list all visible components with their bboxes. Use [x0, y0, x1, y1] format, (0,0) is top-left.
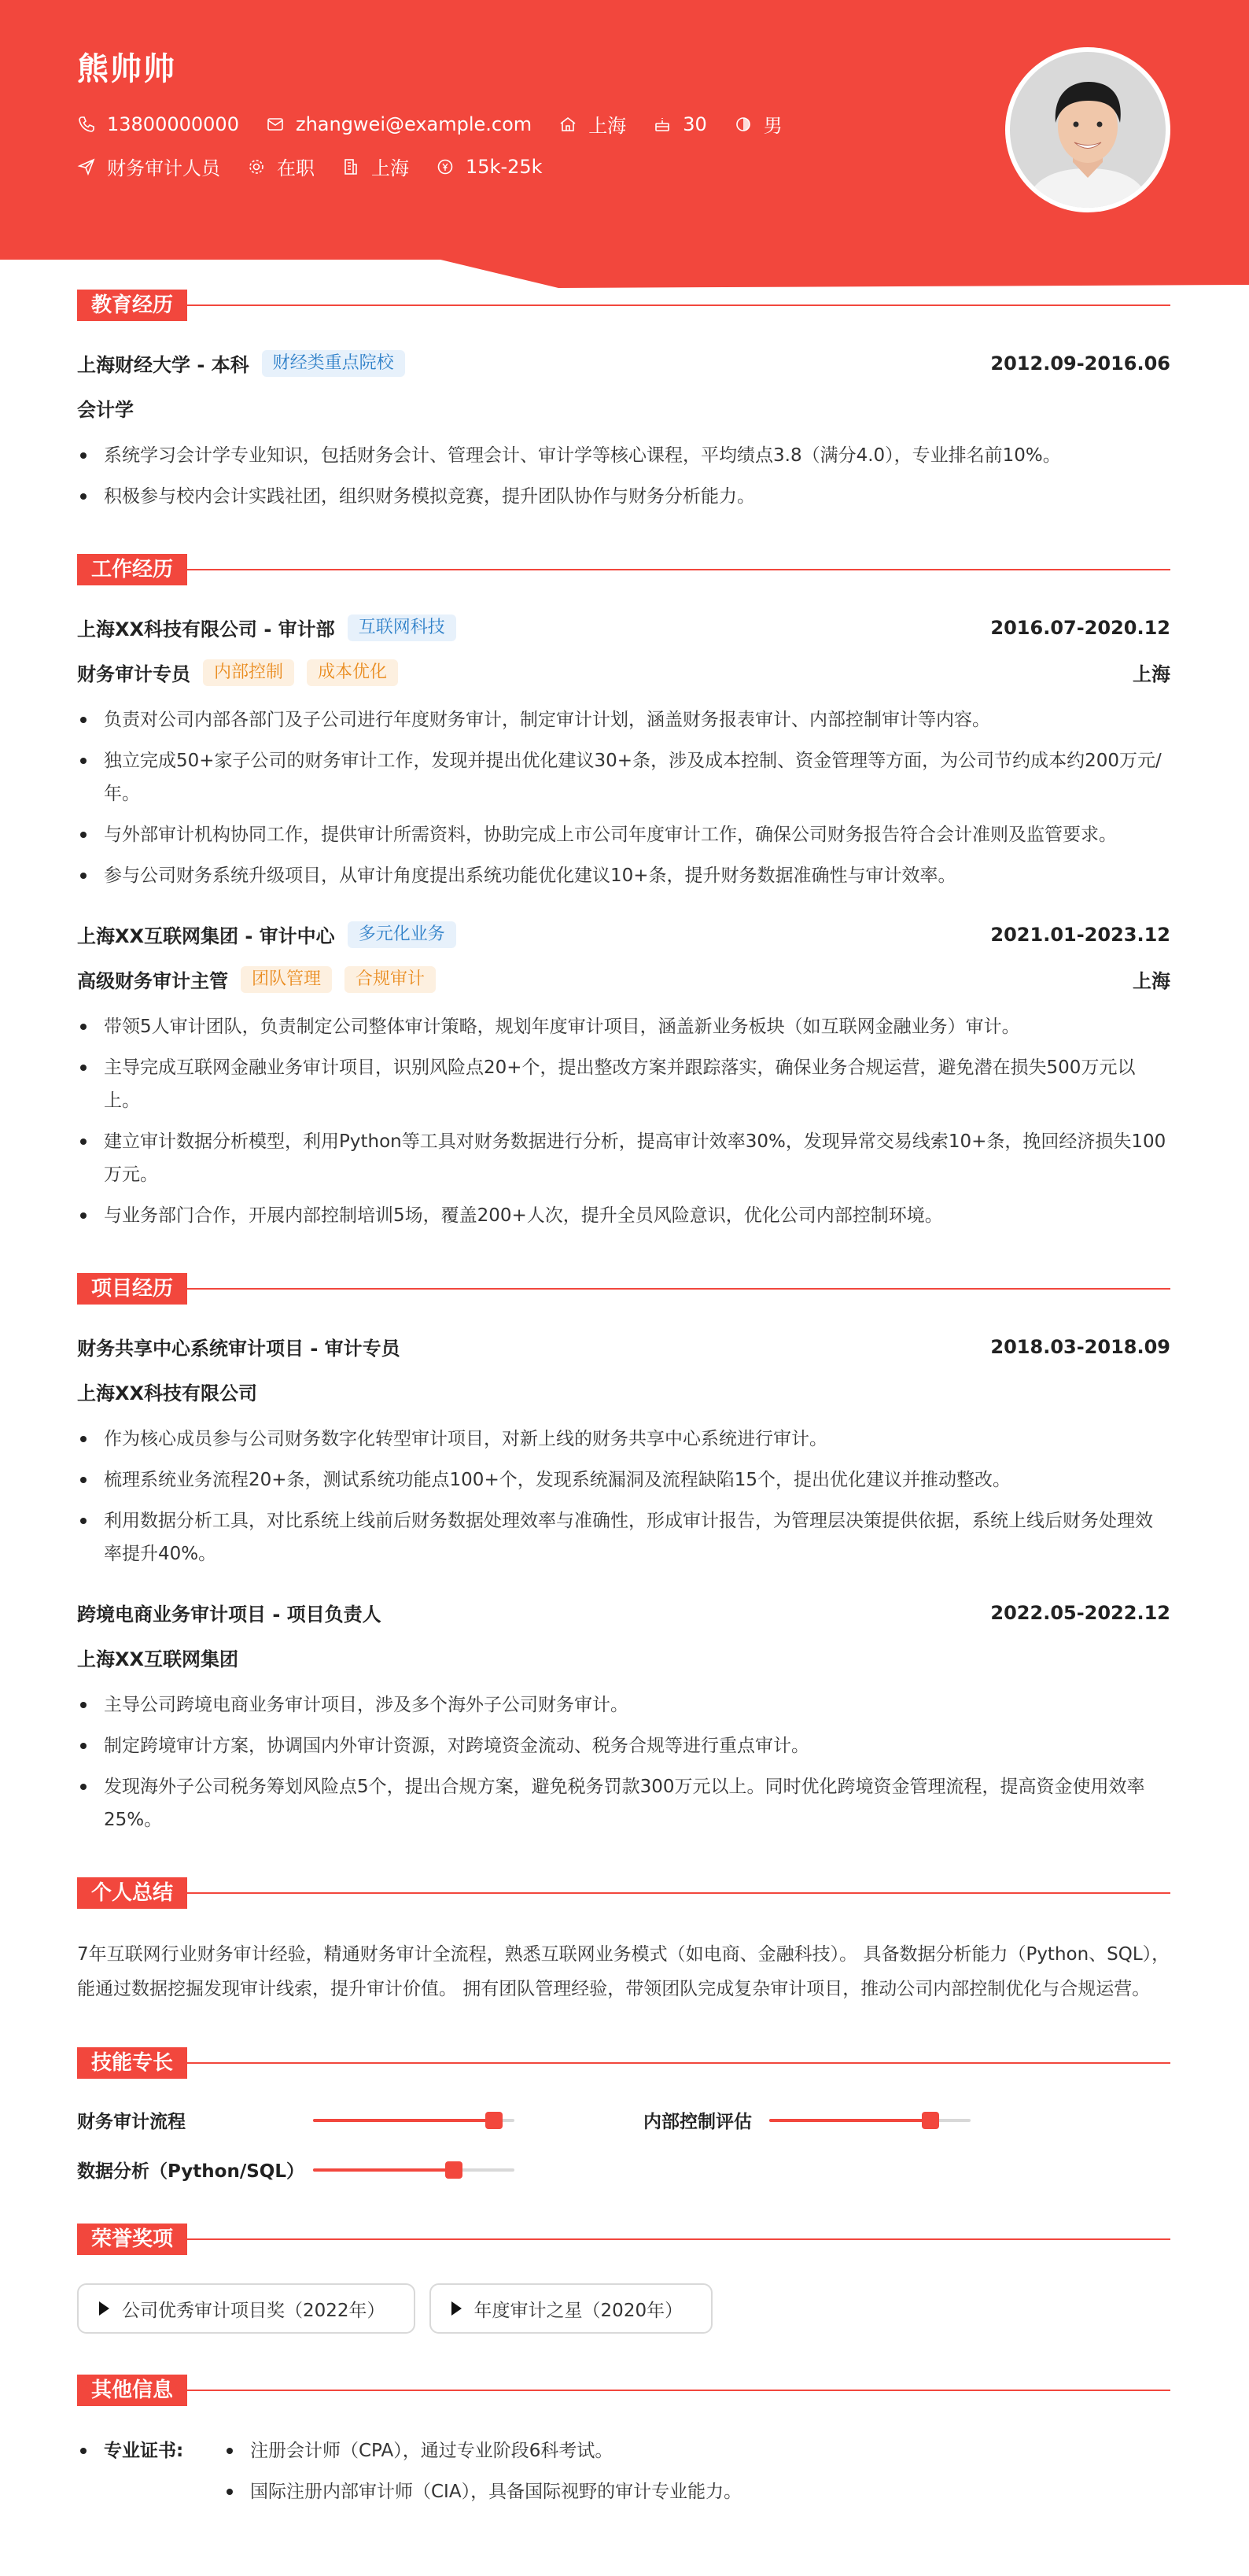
- send-icon: [77, 157, 96, 176]
- list-item: 梳理系统业务流程20+条，测试系统功能点100+个，发现系统漏洞及流程缺陷15个，提出优化建议并推动整改。: [77, 1463, 1170, 1497]
- job-title-text: 财务审计人员: [107, 157, 220, 179]
- awards-list: [77, 2283, 1170, 2334]
- other-title: 其他信息: [77, 2375, 187, 2406]
- list-item: 独立完成50+家子公司的财务审计工作，发现并提出优化建议30+条，涉及成本控制、资金管理等方面，为公司节约成本约200万元/年。: [77, 744, 1170, 810]
- skill-bar: [769, 2119, 971, 2122]
- projects-heading: [77, 1273, 1170, 1305]
- work-section: [77, 554, 1170, 1232]
- salary-info: [436, 156, 543, 178]
- job-city: 上海: [1133, 970, 1170, 992]
- home-icon: [558, 115, 577, 134]
- education-heading: [77, 290, 1170, 321]
- list-item: 积极参与校内会计实践社团，组织财务模拟竞赛，提升团队协作与财务分析能力。: [77, 480, 1170, 513]
- list-item: 主导公司跨境电商业务审计项目，涉及多个海外子公司财务审计。: [77, 1688, 1170, 1722]
- resume-content: [77, 290, 1170, 2557]
- list-item: 主导完成互联网金融业务审计项目，识别风险点20+个，提出整改方案并跟踪落实，确保业务合规运营，避免潜在损失500万元以上。: [77, 1051, 1170, 1117]
- education-bullets: [77, 439, 1170, 513]
- job-period: 2016.07-2020.12: [990, 616, 1170, 639]
- project-period: 2018.03-2018.09: [990, 1335, 1170, 1358]
- list-item: 注册会计师（CPA），通过专业阶段6科考试。: [223, 2434, 742, 2467]
- project-entry: [77, 1333, 1170, 1570]
- company-tag: 多元化业务: [348, 921, 456, 948]
- award-text: 年度审计之星（2020年）: [473, 2300, 683, 2321]
- age-info: [653, 113, 707, 135]
- list-item: 系统学习会计学专业知识，包括财务会计、管理会计、审计学等核心课程，平均绩点3.8（满分4.0），专业排名前10%。: [77, 439, 1170, 472]
- role-tag: 团队管理: [241, 966, 332, 993]
- phone-info: [77, 113, 239, 135]
- skill-item: [643, 2107, 1170, 2133]
- gender-text: 男: [763, 115, 783, 137]
- list-item: 与外部审计机构协同工作，提供审计所需资料，协助完成上市公司年度审计工作，确保公司财务报告符合会计准则及监管要求。: [77, 818, 1170, 851]
- play-icon: [451, 2301, 462, 2316]
- target-city-text: 上海: [371, 157, 409, 179]
- job-entry: [77, 614, 1170, 892]
- phone-text: 13800000000: [107, 113, 239, 135]
- contact-row: [77, 110, 809, 138]
- gender-icon: [734, 115, 753, 134]
- gender-info: [734, 110, 783, 138]
- summary-section: [77, 1877, 1170, 2006]
- skill-fill: [313, 2119, 494, 2122]
- project-name: 财务共享中心系统审计项目 - 审计专员: [77, 1338, 400, 1360]
- job-city: 上海: [1133, 663, 1170, 685]
- skill-label: 内部控制评估: [643, 2112, 752, 2132]
- skills-grid: [77, 2107, 1170, 2183]
- list-item: 建立审计数据分析模型，利用Python等工具对财务数据进行分析，提高审计效率30%，发现异常交易线索10+条，挽回经济损失100万元。: [77, 1125, 1170, 1191]
- awards-title: 荣誉奖项: [77, 2224, 187, 2255]
- list-item: 发现海外子公司税务筹划风险点5个，提出合规方案，避免税务罚款300万元以上。同时优化跨境资金管理流程，提高资金使用效率25%。: [77, 1770, 1170, 1836]
- list-item: 参与公司财务系统升级项目，从审计角度提出系统功能优化建议10+条，提升财务数据准确性与审计效率。: [77, 859, 1170, 892]
- role-tag: 成本优化: [307, 659, 398, 686]
- project-company: 上海XX科技有限公司: [77, 1382, 258, 1404]
- list-item: 国际注册内部审计师（CIA），具备国际视野的审计专业能力。: [223, 2475, 742, 2508]
- skill-label: 数据分析（Python/SQL）: [77, 2161, 304, 2182]
- skill-knob: [485, 2112, 503, 2129]
- avatar-photo: [1010, 52, 1166, 208]
- summary-title: 个人总结: [77, 1877, 187, 1909]
- project-period: 2022.05-2022.12: [990, 1601, 1170, 1624]
- phone-icon: [77, 115, 96, 134]
- skill-knob: [922, 2112, 939, 2129]
- education-period: 2012.09-2016.06: [990, 352, 1170, 375]
- award-text: 公司优秀审计项目奖（2022年）: [122, 2300, 385, 2321]
- project-entry: [77, 1599, 1170, 1836]
- school-tag: 财经类重点院校: [262, 350, 405, 377]
- summary-text: 7年互联网行业财务审计经验，精通财务审计全流程，熟悉互联网业务模式（如电商、金融科技）。 具备数据分析能力（Python、SQL），能通过数据挖掘发现审计线索，提升审计价值。 拥有团队管理经验，带领团队完成复杂审计项目，推动公司内部控制优化与合规运营。: [77, 1944, 1170, 1999]
- company-tag: 互联网科技: [348, 614, 456, 641]
- skill-bar: [313, 2168, 514, 2172]
- projects-title: 项目经历: [77, 1273, 187, 1305]
- building-icon: [341, 157, 360, 176]
- skills-heading: [77, 2047, 1170, 2079]
- salary-text: 15k-25k: [466, 155, 543, 178]
- list-item: 制定跨境审计方案，协调国内外审计资源，对跨境资金流动、税务合规等进行重点审计。: [77, 1729, 1170, 1762]
- projects-section: [77, 1273, 1170, 1836]
- other-section: [77, 2375, 1170, 2516]
- work-title: 工作经历: [77, 554, 187, 585]
- company-name: 上海XX互联网集团 - 审计中心: [77, 925, 335, 947]
- cert-list: [223, 2434, 742, 2516]
- skill-label: 财务审计流程: [77, 2112, 186, 2132]
- skills-section: [77, 2047, 1170, 2183]
- role-tag: 合规审计: [344, 966, 436, 993]
- skill-item: [77, 2107, 643, 2133]
- location-info: [558, 110, 626, 138]
- list-item: 与业务部门合作，开展内部控制培训5场，覆盖200+人次，提升全员风险意识，优化公司内部控制环境。: [77, 1199, 1170, 1232]
- role-tag: 内部控制: [203, 659, 294, 686]
- job-title-info: [77, 153, 220, 180]
- list-item: 负责对公司内部各部门及子公司进行年度财务审计，制定审计计划，涵盖财务报表审计、内部控制审计等内容。: [77, 703, 1170, 736]
- email-info: [266, 113, 532, 135]
- job-role: 财务审计专员: [77, 663, 190, 685]
- awards-section: [77, 2224, 1170, 2334]
- major: 会计学: [77, 399, 134, 421]
- location-text: 上海: [588, 115, 627, 137]
- cert-row: [77, 2434, 1170, 2516]
- age-text: 30: [683, 113, 707, 135]
- avatar: [1005, 47, 1170, 212]
- skill-fill: [769, 2119, 930, 2122]
- list-item: 利用数据分析工具，对比系统上线前后财务数据处理效率与准确性，形成审计报告，为管理层决策提供依据，系统上线后财务处理效率提升40%。: [77, 1504, 1170, 1570]
- status-text: 在职: [277, 157, 315, 179]
- education-row: [77, 349, 1170, 377]
- award-item: [429, 2283, 713, 2334]
- education-section: [77, 290, 1170, 513]
- status-info: [247, 153, 315, 180]
- play-icon: [99, 2301, 109, 2316]
- list-item: 作为核心成员参与公司财务数字化转型审计项目，对新上线的财务共享中心系统进行审计。: [77, 1423, 1170, 1456]
- cert-label: 专业证书:: [77, 2434, 223, 2516]
- mail-icon: [266, 115, 285, 134]
- education-title: 教育经历: [77, 290, 187, 321]
- resume-header: [0, 0, 1249, 291]
- list-item: 带领5人审计团队，负责制定公司整体审计策略，规划年度审计项目，涵盖新业务板块（如互联网金融业务）审计。: [77, 1010, 1170, 1043]
- money-icon: [436, 157, 455, 176]
- company-name: 上海XX科技有限公司 - 审计部: [77, 618, 335, 640]
- other-heading: [77, 2375, 1170, 2406]
- job-entry: [77, 921, 1170, 1232]
- email-text: zhangwei@example.com: [295, 113, 532, 135]
- gear-icon: [247, 157, 266, 176]
- skills-title: 技能专长: [77, 2047, 187, 2079]
- job-role: 高级财务审计主管: [77, 970, 228, 992]
- project-name: 跨境电商业务审计项目 - 项目负责人: [77, 1604, 381, 1626]
- job-row: [77, 153, 569, 180]
- work-heading: [77, 554, 1170, 585]
- job-period: 2021.01-2023.12: [990, 923, 1170, 946]
- award-item: [77, 2283, 415, 2334]
- skill-bar: [313, 2119, 514, 2122]
- cake-icon: [653, 115, 672, 134]
- school-name: 上海财经大学 - 本科: [77, 354, 249, 376]
- candidate-name: 熊帅帅: [77, 51, 176, 87]
- project-company: 上海XX互联网集团: [77, 1648, 239, 1670]
- skill-fill: [313, 2168, 454, 2172]
- target-city-info: [341, 153, 409, 180]
- skill-item: [77, 2157, 643, 2183]
- awards-heading: [77, 2224, 1170, 2255]
- summary-heading: [77, 1877, 1170, 1909]
- skill-knob: [445, 2161, 462, 2179]
